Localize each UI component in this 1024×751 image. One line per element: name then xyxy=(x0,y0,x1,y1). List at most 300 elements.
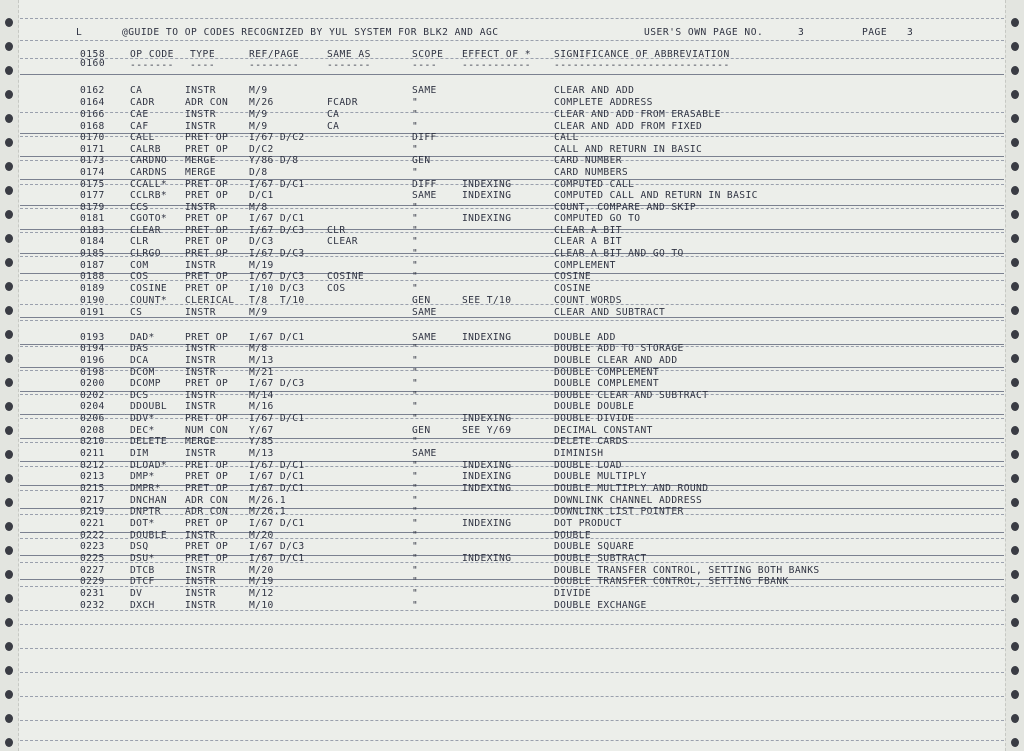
row-op-code: DLOAD* xyxy=(130,460,168,471)
row-ref-page: M/21 xyxy=(249,367,274,378)
row-line-number: 0170 xyxy=(80,132,105,143)
row-ref-page: D/C2 xyxy=(249,144,274,155)
dashed-rule xyxy=(20,370,1004,371)
row-significance: CLEAR AND ADD xyxy=(554,85,635,96)
row-op-code: CLRGO xyxy=(130,248,161,259)
row-type: INSTR xyxy=(185,367,216,378)
row-significance: DOUBLE EXCHANGE xyxy=(554,600,647,611)
row-type: PRET OP xyxy=(185,283,229,294)
row-op-code: CADR xyxy=(130,97,155,108)
sprocket-hole-icon xyxy=(5,474,13,483)
sprocket-hole-icon xyxy=(5,90,13,99)
dashed-rule xyxy=(20,538,1004,539)
row-significance: DOUBLE LOAD xyxy=(554,460,622,471)
row-line-number: 0232 xyxy=(80,600,105,611)
row-significance: DOUBLE SUBTRACT xyxy=(554,553,647,564)
header-effect: EFFECT OF * xyxy=(462,49,532,60)
row-significance: COUNT, COMPARE AND SKIP xyxy=(554,202,697,213)
row-ref-page: I/67 D/C1 xyxy=(249,518,305,529)
row-ref-page: I/67 D/C1 xyxy=(249,460,305,471)
row-scope: " xyxy=(412,390,419,401)
row-significance: CLEAR A BIT AND GO TO xyxy=(554,248,684,259)
row-op-code: DIM xyxy=(130,448,149,459)
row-significance: DOUBLE xyxy=(554,530,592,541)
row-significance: CALL xyxy=(554,132,579,143)
row-effect: SEE Y/69 xyxy=(462,425,512,436)
row-line-number: 0227 xyxy=(80,565,105,576)
dashed-rule xyxy=(20,648,1004,649)
row-type: PRET OP xyxy=(185,553,229,564)
header-dash-op: ------- xyxy=(130,60,174,71)
row-significance: DOUBLE DOUBLE xyxy=(554,401,635,412)
solid-rule xyxy=(20,133,1004,134)
sprocket-hole-icon xyxy=(1011,306,1019,315)
row-significance: DOUBLE COMPLEMENT xyxy=(554,367,659,378)
row-scope: " xyxy=(412,600,419,611)
sprocket-hole-icon xyxy=(1011,138,1019,147)
sprocket-hole-icon xyxy=(1011,234,1019,243)
page-value: 3 xyxy=(907,27,914,38)
sprocket-hole-icon xyxy=(1011,90,1019,99)
row-op-code: DELETE xyxy=(130,436,168,447)
row-scope: SAME xyxy=(412,85,437,96)
row-significance: DOUBLE CLEAR AND ADD xyxy=(554,355,678,366)
row-op-code: CS xyxy=(130,307,143,318)
dashed-rule xyxy=(20,586,1004,587)
row-line-number: 0212 xyxy=(80,460,105,471)
row-ref-page: Y/86 D/8 xyxy=(249,155,299,166)
row-type: PRET OP xyxy=(185,236,229,247)
row-op-code: CALRB xyxy=(130,144,161,155)
row-type: PRET OP xyxy=(185,471,229,482)
page-marker: L xyxy=(76,27,83,38)
row-scope: " xyxy=(412,541,419,552)
row-effect: INDEXING xyxy=(462,471,512,482)
row-type: INSTR xyxy=(185,600,216,611)
row-scope: " xyxy=(412,283,419,294)
row-type: CLERICAL xyxy=(185,295,235,306)
row-effect: INDEXING xyxy=(462,213,512,224)
row-type: PRET OP xyxy=(185,413,229,424)
row-ref-page: I/67 D/C3 xyxy=(249,378,305,389)
sprocket-hole-icon xyxy=(1011,474,1019,483)
row-line-number: 0222 xyxy=(80,530,105,541)
row-significance: DECIMAL CONSTANT xyxy=(554,425,653,436)
sprocket-hole-icon xyxy=(1011,618,1019,627)
row-scope: " xyxy=(412,506,419,517)
row-effect: INDEXING xyxy=(462,483,512,494)
row-line-number: 0177 xyxy=(80,190,105,201)
sprocket-hole-icon xyxy=(5,498,13,507)
row-scope: " xyxy=(412,518,419,529)
row-type: INSTR xyxy=(185,343,216,354)
row-type: PRET OP xyxy=(185,332,229,343)
row-same-as: CLR xyxy=(327,225,346,236)
row-op-code: DNPTR xyxy=(130,506,161,517)
solid-rule xyxy=(20,179,1004,180)
row-line-number: 0198 xyxy=(80,367,105,378)
sprocket-hole-icon xyxy=(1011,738,1019,747)
dashed-rule xyxy=(20,562,1004,563)
row-ref-page: I/67 D/C1 xyxy=(249,179,305,190)
row-line-number: 0162 xyxy=(80,85,105,96)
row-op-code: DCOMP xyxy=(130,378,161,389)
header-dash-type: ---- xyxy=(190,60,216,71)
row-type: PRET OP xyxy=(185,132,229,143)
users-page-label: USER'S OWN PAGE NO. xyxy=(644,27,764,38)
header-dash-same: ------- xyxy=(327,60,371,71)
row-significance: COMPUTED CALL xyxy=(554,179,635,190)
row-line-number: 0184 xyxy=(80,236,105,247)
sprocket-hole-icon xyxy=(5,666,13,675)
row-scope: " xyxy=(412,271,419,282)
row-significance: CLEAR AND ADD FROM FIXED xyxy=(554,121,703,132)
dashed-rule xyxy=(20,672,1004,673)
row-ref-page: Y/85 xyxy=(249,436,274,447)
row-significance: DOT PRODUCT xyxy=(554,518,622,529)
row-op-code: DCS xyxy=(130,390,149,401)
row-scope: " xyxy=(412,460,419,471)
row-significance: DOUBLE ADD xyxy=(554,332,616,343)
row-line-number: 0194 xyxy=(80,343,105,354)
row-ref-page: D/C3 xyxy=(249,236,274,247)
row-op-code: CLEAR xyxy=(130,225,161,236)
sprocket-hole-icon xyxy=(5,114,13,123)
row-ref-page: I/67 D/C1 xyxy=(249,332,305,343)
row-op-code: COM xyxy=(130,260,149,271)
sprocket-hole-icon xyxy=(1011,330,1019,339)
row-line-number: 0190 xyxy=(80,295,105,306)
row-line-number: 0164 xyxy=(80,97,105,108)
header-dash-significance: ---------------------------- xyxy=(554,60,730,71)
row-ref-page: M/19 xyxy=(249,260,274,271)
row-significance: COSINE xyxy=(554,271,592,282)
row-ref-page: M/10 xyxy=(249,600,274,611)
row-type: PRET OP xyxy=(185,213,229,224)
sprocket-hole-icon xyxy=(1011,594,1019,603)
row-ref-page: I/67 D/C3 xyxy=(249,225,305,236)
dashed-rule xyxy=(20,112,1004,113)
row-ref-page: M/13 xyxy=(249,448,274,459)
row-scope: " xyxy=(412,167,419,178)
sprocket-hole-icon xyxy=(5,282,13,291)
row-scope: " xyxy=(412,236,419,247)
row-ref-page: M/9 xyxy=(249,109,268,120)
sprocket-hole-icon xyxy=(1011,402,1019,411)
row-type: INSTR xyxy=(185,530,216,541)
header-line-number: 0158 xyxy=(80,49,106,60)
row-op-code: DXCH xyxy=(130,600,155,611)
row-line-number: 0225 xyxy=(80,553,105,564)
dashed-rule xyxy=(20,610,1004,611)
row-op-code: CARDNO xyxy=(130,155,168,166)
row-ref-page: I/67 D/C3 xyxy=(249,248,305,259)
row-type: MERGE xyxy=(185,155,216,166)
sprocket-hole-icon xyxy=(5,186,13,195)
sprocket-hole-icon xyxy=(5,258,13,267)
row-line-number: 0204 xyxy=(80,401,105,412)
row-scope: " xyxy=(412,260,419,271)
solid-rule xyxy=(20,317,1004,318)
row-ref-page: Y/67 xyxy=(249,425,274,436)
row-line-number: 0223 xyxy=(80,541,105,552)
row-type: ADR CON xyxy=(185,495,229,506)
header-significance: SIGNIFICANCE OF ABBREVIATION xyxy=(554,49,730,60)
row-scope: " xyxy=(412,483,419,494)
row-significance: COMPLETE ADDRESS xyxy=(554,97,653,108)
row-ref-page: M/9 xyxy=(249,307,268,318)
sprocket-hole-icon xyxy=(1011,498,1019,507)
row-type: PRET OP xyxy=(185,483,229,494)
users-page-value: 3 xyxy=(798,27,805,38)
row-significance: DOUBLE SQUARE xyxy=(554,541,635,552)
row-op-code: CCALL* xyxy=(130,179,168,190)
row-op-code: DDOUBL xyxy=(130,401,168,412)
solid-rule xyxy=(20,273,1004,274)
row-line-number: 0173 xyxy=(80,155,105,166)
row-scope: " xyxy=(412,202,419,213)
row-scope: " xyxy=(412,248,419,259)
sprocket-hole-icon xyxy=(5,306,13,315)
row-significance: COMPUTED GO TO xyxy=(554,213,641,224)
sprocket-hole-icon xyxy=(5,330,13,339)
row-line-number: 0219 xyxy=(80,506,105,517)
row-scope: " xyxy=(412,144,419,155)
row-line-number: 0211 xyxy=(80,448,105,459)
sprocket-hole-icon xyxy=(5,714,13,723)
sprocket-hole-icon xyxy=(1011,186,1019,195)
row-scope: " xyxy=(412,213,419,224)
row-scope: SAME xyxy=(412,307,437,318)
row-op-code: CAE xyxy=(130,109,149,120)
row-type: INSTR xyxy=(185,576,216,587)
solid-rule xyxy=(20,508,1004,509)
row-scope: GEN xyxy=(412,295,431,306)
row-line-number: 0188 xyxy=(80,271,105,282)
solid-rule xyxy=(20,555,1004,556)
row-op-code: DAS xyxy=(130,343,149,354)
sprocket-hole-icon xyxy=(5,546,13,555)
sprocket-hole-icon xyxy=(5,522,13,531)
row-type: INSTR xyxy=(185,260,216,271)
dashed-rule xyxy=(20,346,1004,347)
row-significance: DIVIDE xyxy=(554,588,592,599)
sprocket-hole-icon xyxy=(5,738,13,747)
sprocket-hole-icon xyxy=(5,66,13,75)
row-scope: DIFF xyxy=(412,179,437,190)
row-significance: CLEAR AND ADD FROM ERASABLE xyxy=(554,109,721,120)
row-ref-page: D/8 xyxy=(249,167,268,178)
row-line-number: 0208 xyxy=(80,425,105,436)
solid-rule xyxy=(20,367,1004,368)
row-ref-page: I/67 D/C1 xyxy=(249,553,305,564)
row-significance: CARD NUMBER xyxy=(554,155,622,166)
row-type: PRET OP xyxy=(185,518,229,529)
dashed-rule xyxy=(20,394,1004,395)
row-ref-page: M/16 xyxy=(249,401,274,412)
dashed-rule xyxy=(20,490,1004,491)
header-same-as: SAME AS xyxy=(327,49,371,60)
solid-rule xyxy=(20,74,1004,75)
row-scope: DIFF xyxy=(412,132,437,143)
row-effect: INDEXING xyxy=(462,460,512,471)
row-type: MERGE xyxy=(185,436,216,447)
row-ref-page: M/19 xyxy=(249,576,274,587)
row-scope: SAME xyxy=(412,190,437,201)
row-line-number: 0196 xyxy=(80,355,105,366)
row-type: PRET OP xyxy=(185,144,229,155)
row-ref-page: I/67 D/C1 xyxy=(249,413,305,424)
row-scope: " xyxy=(412,225,419,236)
row-line-number: 0229 xyxy=(80,576,105,587)
row-op-code: COS xyxy=(130,271,149,282)
sprocket-hole-icon xyxy=(5,210,13,219)
row-same-as: COSINE xyxy=(327,271,365,282)
page-title: @GUIDE TO OP CODES RECOGNIZED BY YUL SYSTEM FOR BLK2 AND AGC xyxy=(122,27,499,38)
row-line-number: 0166 xyxy=(80,109,105,120)
row-significance: DOUBLE COMPLEMENT xyxy=(554,378,659,389)
row-significance: CALL AND RETURN IN BASIC xyxy=(554,144,703,155)
row-scope: " xyxy=(412,530,419,541)
row-op-code: CALL xyxy=(130,132,155,143)
row-significance: DOUBLE ADD TO STORAGE xyxy=(554,343,684,354)
row-scope: " xyxy=(412,471,419,482)
sprocket-hole-icon xyxy=(5,642,13,651)
row-type: INSTR xyxy=(185,109,216,120)
row-scope: " xyxy=(412,97,419,108)
row-op-code: DDV* xyxy=(130,413,155,424)
row-significance: DOWNLINK LIST POINTER xyxy=(554,506,684,517)
row-ref-page: M/13 xyxy=(249,355,274,366)
sprocket-hole-icon xyxy=(1011,450,1019,459)
row-significance: DELETE CARDS xyxy=(554,436,629,447)
row-type: INSTR xyxy=(185,355,216,366)
dashed-rule xyxy=(20,160,1004,161)
row-op-code: DCOM xyxy=(130,367,155,378)
row-type: ADR CON xyxy=(185,97,229,108)
row-type: INSTR xyxy=(185,390,216,401)
row-line-number: 0200 xyxy=(80,378,105,389)
dashed-rule xyxy=(20,442,1004,443)
row-op-code: COSINE xyxy=(130,283,168,294)
row-ref-page: M/20 xyxy=(249,565,274,576)
row-type: INSTR xyxy=(185,448,216,459)
sprocket-hole-icon xyxy=(5,594,13,603)
sprocket-hole-icon xyxy=(1011,522,1019,531)
solid-rule xyxy=(20,391,1004,392)
row-ref-page: T/8 T/10 xyxy=(249,295,305,306)
row-line-number: 0213 xyxy=(80,471,105,482)
sprocket-hole-icon xyxy=(1011,546,1019,555)
sprocket-hole-icon xyxy=(5,378,13,387)
sprocket-hole-icon xyxy=(1011,354,1019,363)
row-ref-page: M/8 xyxy=(249,202,268,213)
row-line-number: 0221 xyxy=(80,518,105,529)
dashed-rule xyxy=(20,740,1004,741)
row-type: INSTR xyxy=(185,307,216,318)
row-ref-page: I/67 D/C1 xyxy=(249,213,305,224)
row-scope: SAME xyxy=(412,448,437,459)
row-significance: CLEAR A BIT xyxy=(554,236,622,247)
row-line-number: 0202 xyxy=(80,390,105,401)
row-type: INSTR xyxy=(185,121,216,132)
row-op-code: CAF xyxy=(130,121,149,132)
row-ref-page: I/67 D/C3 xyxy=(249,541,305,552)
row-op-code: DNCHAN xyxy=(130,495,168,506)
row-op-code: CLR xyxy=(130,236,149,247)
row-scope: " xyxy=(412,121,419,132)
row-scope: " xyxy=(412,355,419,366)
row-ref-page: I/67 D/C3 xyxy=(249,271,305,282)
row-scope: " xyxy=(412,378,419,389)
row-line-number: 0175 xyxy=(80,179,105,190)
row-effect: INDEXING xyxy=(462,179,512,190)
row-scope: " xyxy=(412,553,419,564)
dashed-rule xyxy=(20,696,1004,697)
dashed-rule xyxy=(20,320,1004,321)
sprocket-hole-icon xyxy=(1011,666,1019,675)
sprocket-hole-icon xyxy=(1011,114,1019,123)
header-dash-ref: -------- xyxy=(249,60,300,71)
row-significance: DIMINISH xyxy=(554,448,604,459)
row-op-code: COUNT* xyxy=(130,295,168,306)
row-effect: INDEXING xyxy=(462,332,512,343)
dashed-rule xyxy=(20,256,1004,257)
dashed-rule xyxy=(20,280,1004,281)
row-significance: DOUBLE CLEAR AND SUBTRACT xyxy=(554,390,709,401)
row-op-code: CGOTO* xyxy=(130,213,168,224)
row-op-code: DTCB xyxy=(130,565,155,576)
row-op-code: DCA xyxy=(130,355,149,366)
row-line-number: 0183 xyxy=(80,225,105,236)
row-type: INSTR xyxy=(185,565,216,576)
row-significance: CARD NUMBERS xyxy=(554,167,629,178)
sprocket-hole-icon xyxy=(1011,642,1019,651)
row-ref-page: I/10 D/C3 xyxy=(249,283,305,294)
sprocket-hole-icon xyxy=(5,690,13,699)
sprocket-hole-icon xyxy=(1011,570,1019,579)
solid-rule xyxy=(20,344,1004,345)
dashed-rule xyxy=(20,208,1004,209)
solid-rule xyxy=(20,579,1004,580)
row-type: PRET OP xyxy=(185,378,229,389)
row-line-number: 0185 xyxy=(80,248,105,259)
row-line-number: 0193 xyxy=(80,332,105,343)
row-significance: COMPUTED CALL AND RETURN IN BASIC xyxy=(554,190,758,201)
sprocket-hole-icon xyxy=(1011,258,1019,267)
row-scope: " xyxy=(412,109,419,120)
row-significance: CLEAR AND SUBTRACT xyxy=(554,307,666,318)
row-scope: " xyxy=(412,367,419,378)
row-type: MERGE xyxy=(185,167,216,178)
solid-rule xyxy=(20,253,1004,254)
row-op-code: DMP* xyxy=(130,471,155,482)
row-op-code: DAD* xyxy=(130,332,155,343)
sprocket-hole-icon xyxy=(1011,18,1019,27)
row-significance: DOUBLE TRANSFER CONTROL, SETTING BOTH BANKS xyxy=(554,565,820,576)
row-significance: DOUBLE MULTIPLY xyxy=(554,471,647,482)
sprocket-hole-icon xyxy=(1011,162,1019,171)
row-line-number: 0210 xyxy=(80,436,105,447)
row-ref-page: I/67 D/C1 xyxy=(249,471,305,482)
solid-rule xyxy=(20,532,1004,533)
dashed-rule xyxy=(20,624,1004,625)
sprocket-hole-icon xyxy=(5,138,13,147)
row-significance: CLEAR A BIT xyxy=(554,225,622,236)
row-type: PRET OP xyxy=(185,271,229,282)
row-significance: COUNT WORDS xyxy=(554,295,622,306)
row-type: PRET OP xyxy=(185,248,229,259)
